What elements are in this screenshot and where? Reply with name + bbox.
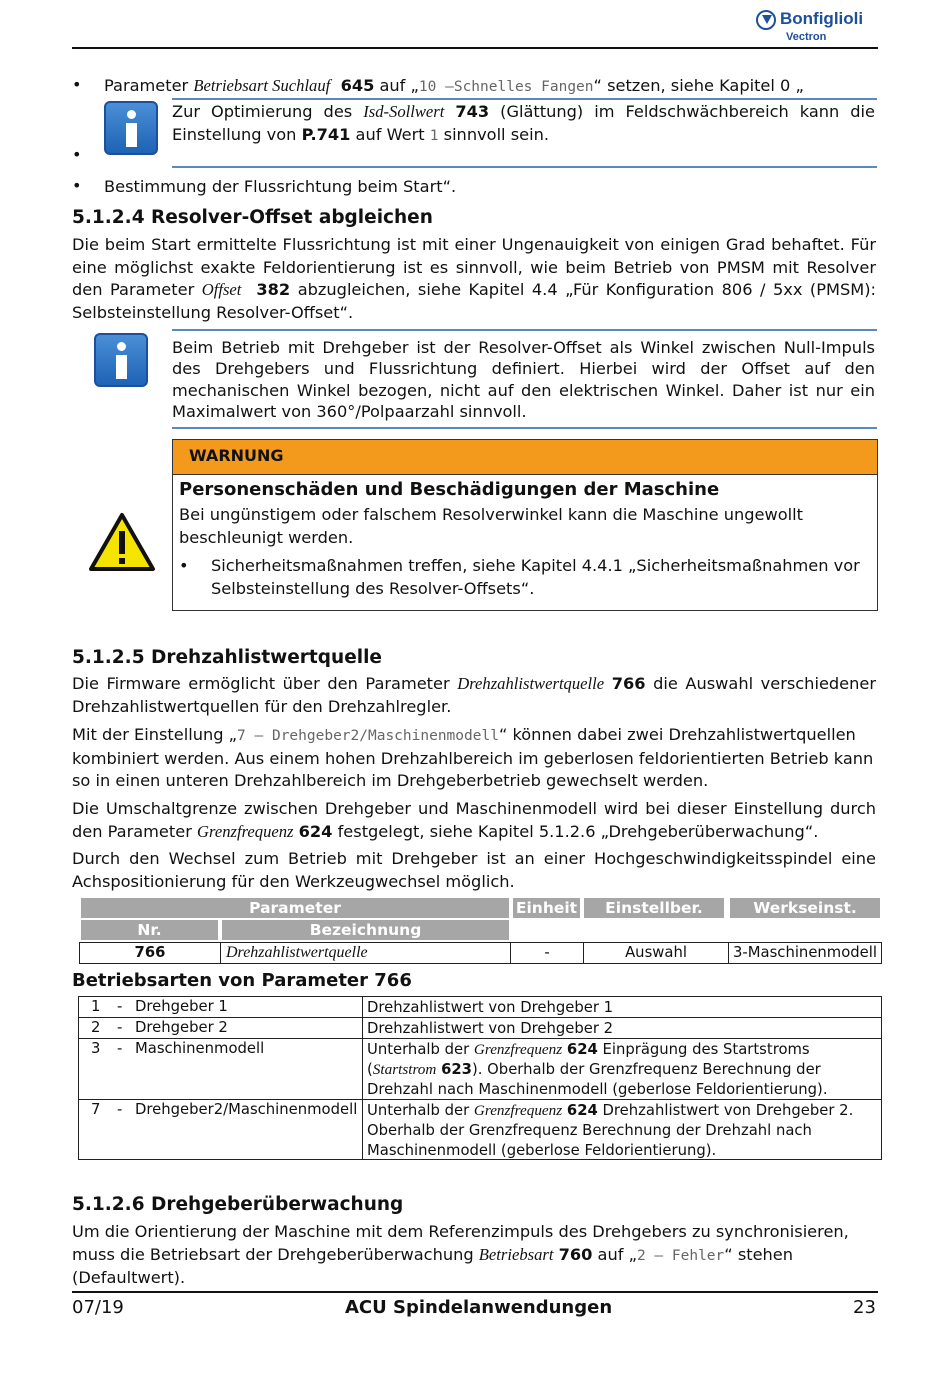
logo-sub-brand: Vectron	[786, 31, 827, 43]
td-einheit: -	[510, 942, 584, 964]
th-bezeichnung: Bezeichnung	[222, 920, 509, 940]
th-nr: Nr.	[81, 920, 218, 940]
bullet-text: Bestimmung der Flussrichtung beim Start“.	[104, 177, 457, 196]
bullet-dot: •	[72, 176, 82, 195]
table-row: 2 - Drehgeber 2 Drehzahlistwert von Drehgeber 2	[79, 1018, 881, 1039]
th-einheit: Einheit	[513, 898, 580, 918]
modes-table	[78, 996, 882, 1160]
drehzahl-paragraph-3: Die Umschaltgrenze zwischen Drehgeber und Maschinenmodell wird bei dieser Einstellung durch den Parameter Grenzfrequenz 624 festgelegt, siehe Kapitel 5.1.2.6 „Drehgeberüberwachung“.	[72, 799, 876, 841]
info2-text: Beim Betrieb mit Drehgeber ist der Resolver-Offset als Winkel zwischen Null-Impuls des Drehgebers und Flussrichtung definiert. Hierbei wird der Offset auf den mechanischen Winkel bezogen, nicht auf den elektrischen Winkel. Daher ist nur ein Maximalwert von 360°/Polpaarzahl sinnvoll.	[172, 338, 875, 422]
warning-header	[173, 440, 877, 475]
warning-body: Bei ungünstigem oder falschem Resolverwinkel kann die Maschine ungewollt beschleunigt werden.	[179, 505, 803, 547]
table-row: 3 - Maschinenmodell Unterhalb der Grenzfrequenz 624 Einprägung des Startstroms (Startstrom 623). Oberhalb der Grenzfrequenz Berechnung der Drehzahl nach Maschinenmodell (geberlose Feldorientierung).	[79, 1039, 881, 1100]
footer-rule	[72, 1291, 878, 1293]
info-icon	[94, 333, 148, 387]
bonfiglioli-logo	[756, 10, 880, 44]
drehzahl-paragraph-1: Die Firmware ermöglicht über den Parameter Drehzahlistwertquelle 766 die Auswahl verschiedener Drehzahlistwertquellen für den Drehzahlregler.	[72, 674, 877, 716]
header-rule	[72, 47, 878, 49]
drehgeber-paragraph: Um die Orientierung der Maschine mit dem Referenzimpuls des Drehgebers zu synchronisieren, muss die Betriebsart der Drehgeberüberwachung Betriebsart 760 auf „2 – Fehler“ stehen (Defaultwert).	[72, 1222, 849, 1288]
bullet-dot: •	[72, 75, 82, 94]
info2-top-rule	[172, 329, 877, 331]
warning-label: WARNUNG	[189, 446, 284, 465]
section-heading-drehzahlistwertquelle: 5.1.2.5 Drehzahlistwertquelle	[72, 647, 382, 668]
section-heading-drehgeberueberwachung: 5.1.2.6 Drehgeberüberwachung	[72, 1194, 404, 1215]
warning-triangle-icon	[88, 512, 156, 572]
table-row: 1 - Drehgeber 1 Drehzahlistwert von Drehgeber 1	[79, 997, 881, 1018]
td-werkseinst: 3-Maschinenmodell	[728, 942, 882, 964]
logo-brand: Bonfiglioli	[780, 9, 864, 28]
info-icon	[104, 101, 158, 155]
info2-bottom-rule	[172, 427, 877, 429]
warning-title: Personenschäden und Beschädigungen der Maschine	[179, 479, 720, 500]
warning-box: WARNUNG Personenschäden und Beschädigungen der Maschine Bei ungünstigem oder falschem Resolverwinkel kann die Maschine ungewollt beschleunigt werden. • Sicherheitsmaßnahmen treffen, siehe Kapitel 4.4.1 „Sicherheitsmaßnahmen vor Selbsteinstellung des Resolver-Offsets“.	[172, 439, 878, 611]
section-heading-resolver-offset: 5.1.2.4 Resolver-Offset abgleichen	[72, 207, 433, 228]
page-number: 23	[853, 1297, 876, 1318]
logo-mark-icon	[756, 10, 776, 30]
info1-text: Zur Optimierung des Isd-Sollwert 743 (Glättung) im Feldschwächbereich kann die Einstellung von P.741 auf Wert 1 sinnvoll sein.	[172, 102, 875, 144]
td-nr: 766	[79, 942, 221, 964]
footer-date: 07/19	[72, 1297, 124, 1318]
td-einstellber: Auswahl	[583, 942, 729, 964]
modes-heading: Betriebsarten von Parameter 766	[72, 970, 412, 991]
footer-title: ACU Spindelanwendungen	[345, 1297, 613, 1318]
bullet-text: Parameter Betriebsart Suchlauf 645 auf „10 –Schnelles Fangen“ setzen, siehe Kapitel 0 „	[104, 76, 804, 95]
resolver-offset-paragraph: Die beim Start ermittelte Flussrichtung ist mit einer Ungenauigkeit von einigen Grad behaftet. Für eine möglichst exakte Feldorientierung ist es sinnvoll, wie beim Betrieb von PMSM mit Resolver den Parameter Offset 382 abzugleichen, siehe Kapitel 4.4 „Für Konfiguration 806 / 5xx (PMSM): Selbsteinstellung Resolver-Offset“.	[72, 235, 876, 322]
drehzahl-paragraph-2: Mit der Einstellung „7 – Drehgeber2/Maschinenmodell“ können dabei zwei Drehzahlistwertquellen kombiniert werden. Aus einem hohen Drehzahlbereich im geberlosen feldorientierten Betrieb kann so in einen unteren Drehzahlbereich im Drehgeberbetrieb gewechselt werden.	[72, 725, 874, 791]
info1-bottom-rule	[172, 166, 877, 168]
td-bezeichnung: Drehzahlistwertquelle	[220, 942, 511, 964]
table-row: 7 - Drehgeber2/Maschinenmodell Unterhalb der Grenzfrequenz 624 Drehzahlistwert von Drehgeber 2. Oberhalb der Grenzfrequenz Berechnung der Drehzahl nach Maschinenmodell (geberlose Feldorientierung).	[91, 1101, 854, 1160]
th-werkseinst: Werkseinst.	[730, 898, 880, 918]
drehzahl-paragraph-4: Durch den Wechsel zum Betrieb mit Drehgeber ist an einer Hochgeschwindigkeitsspindel eine Achspositionierung für den Werkzeugwechsel möglich.	[72, 849, 876, 891]
th-parameter: Parameter	[81, 898, 509, 918]
th-einstellber: Einstellber.	[584, 898, 724, 918]
